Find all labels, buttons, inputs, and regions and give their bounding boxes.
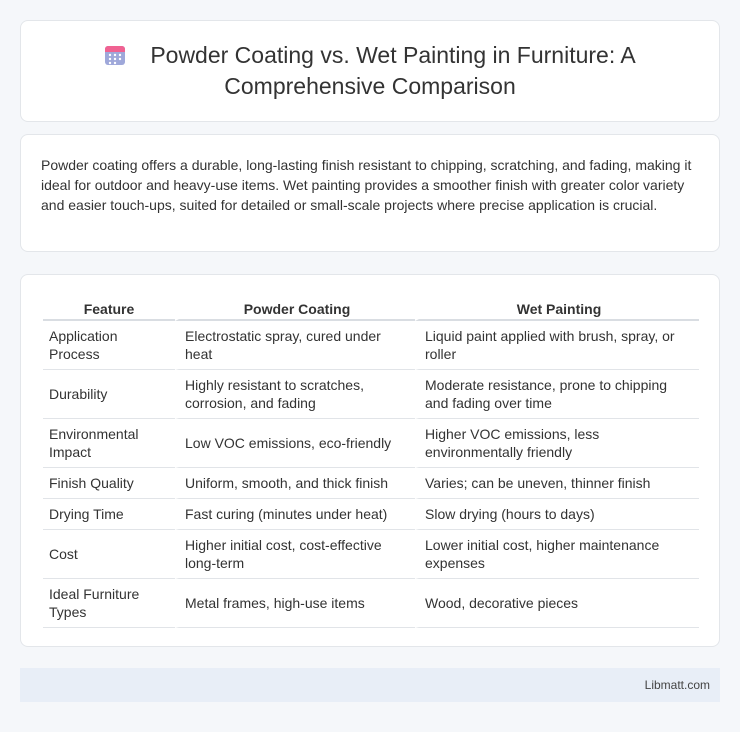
comparison-table: [43, 295, 699, 628]
table-header-row: [43, 295, 699, 321]
wet-cell: Higher VOC emissions, less environmentally friendly: [415, 419, 699, 468]
footer: [20, 668, 720, 702]
wet-cell: Moderate resistance, prone to chipping and fading over time: [415, 370, 699, 419]
summary-text: Powder coating offers a durable, long-lasting finish resistant to chipping, scratching, and fading, making it ideal for outdoor and heavy-use items. Wet painting provides a smoother finish with greater color variety and easier touch-ups, suited for detailed or small-scale projects where precise application is crucial.: [41, 157, 692, 213]
title-card: [20, 20, 720, 122]
page-title: [61, 40, 679, 102]
powder-cell: Uniform, smooth, and thick finish: [175, 468, 415, 499]
powder-cell: Higher initial cost, cost-effective long-term: [175, 530, 415, 579]
powder-cell: Highly resistant to scratches, corrosion, and fading: [175, 370, 415, 419]
powder-cell: Metal frames, high-use items: [175, 579, 415, 628]
feature-cell: Ideal Furniture Types: [43, 579, 175, 628]
table-row: [43, 499, 699, 530]
feature-cell: Drying Time: [43, 499, 175, 530]
wet-cell: Varies; can be uneven, thinner finish: [415, 468, 699, 499]
header-feature: Feature: [43, 295, 175, 321]
comparison-card: [20, 274, 720, 647]
page-title-text: Powder Coating vs. Wet Painting in Furniture: A Comprehensive Comparison: [150, 42, 636, 99]
wet-cell: Slow drying (hours to days): [415, 499, 699, 530]
table-row: [43, 530, 699, 579]
wet-cell: Lower initial cost, higher maintenance expenses: [415, 530, 699, 579]
footer-brand-link[interactable]: Libmatt.com: [644, 678, 710, 692]
header-powder-coating: Powder Coating: [175, 295, 415, 321]
feature-cell: Durability: [43, 370, 175, 419]
header-wet-painting: Wet Painting: [415, 295, 699, 321]
table-row: [43, 579, 699, 628]
feature-cell: Application Process: [43, 321, 175, 370]
table-row: [43, 370, 699, 419]
powder-cell: Fast curing (minutes under heat): [175, 499, 415, 530]
table-row: [43, 419, 699, 468]
feature-cell: Finish Quality: [43, 468, 175, 499]
wet-cell: Liquid paint applied with brush, spray, or roller: [415, 321, 699, 370]
powder-cell: Electrostatic spray, cured under heat: [175, 321, 415, 370]
feature-cell: Environmental Impact: [43, 419, 175, 468]
calendar-icon: [104, 44, 126, 66]
feature-cell: Cost: [43, 530, 175, 579]
summary-card: [20, 134, 720, 252]
table-row: [43, 468, 699, 499]
wet-cell: Wood, decorative pieces: [415, 579, 699, 628]
table-row: [43, 321, 699, 370]
powder-cell: Low VOC emissions, eco-friendly: [175, 419, 415, 468]
